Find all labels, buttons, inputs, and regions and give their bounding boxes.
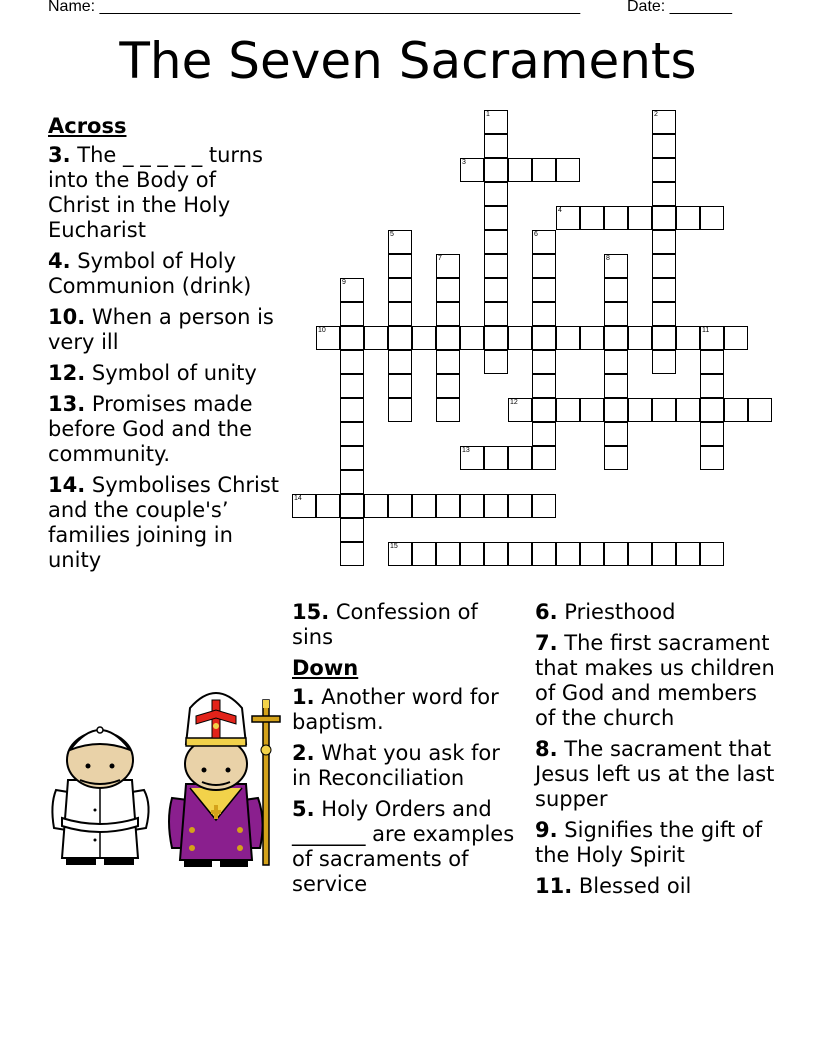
crossword-cell[interactable] [436, 542, 460, 566]
clue-text: Symbol of Holy Communion (drink) [48, 249, 252, 298]
clue-down-9 [535, 818, 775, 868]
clue-text: The _ _ _ _ _ turns into the Body of Christ in the Holy Eucharist [48, 143, 263, 242]
crossword-cell[interactable] [700, 326, 724, 350]
crossword-cell[interactable] [460, 494, 484, 518]
crossword-cell[interactable] [388, 302, 412, 326]
crossword-cell[interactable] [484, 542, 508, 566]
bishop-figure [169, 693, 280, 867]
clue-across-10 [48, 305, 280, 355]
crossword-cell[interactable] [484, 278, 508, 302]
crossword-cell[interactable] [604, 398, 628, 422]
crossword-cell[interactable] [652, 398, 676, 422]
crossword-cell[interactable] [436, 374, 460, 398]
crossword-cell[interactable] [484, 182, 508, 206]
crossword-cell[interactable] [532, 230, 556, 254]
crossword-cell[interactable] [604, 302, 628, 326]
crossword-cell[interactable] [340, 446, 364, 470]
crossword-cell[interactable] [724, 398, 748, 422]
crossword-cell[interactable] [676, 398, 700, 422]
crossword-cell[interactable] [532, 326, 556, 350]
cell-number: 1 [486, 111, 490, 118]
crossword-cell[interactable] [532, 398, 556, 422]
cell-number: 13 [462, 447, 470, 454]
clue-across-15 [292, 600, 524, 650]
cell-number: 10 [318, 327, 326, 334]
crossword-cell[interactable] [724, 326, 748, 350]
cell-number: 8 [606, 255, 610, 262]
crossword-cell[interactable] [484, 230, 508, 254]
cell-number: 12 [510, 399, 518, 406]
crossword-cell[interactable] [388, 398, 412, 422]
crossword-cell[interactable] [340, 398, 364, 422]
clue-number: 6. [535, 600, 558, 624]
clue-text: Holy Orders and _______ are examples of sacraments of service [292, 797, 515, 896]
crossword-cell[interactable] [412, 494, 436, 518]
crossword-cell[interactable] [388, 278, 412, 302]
crossword-cell[interactable] [628, 326, 652, 350]
crossword-cell[interactable] [700, 446, 724, 470]
cell-number: 7 [438, 255, 442, 262]
crossword-cell[interactable] [484, 350, 508, 374]
clue-number: 15. [292, 600, 330, 624]
crossword-cell[interactable] [580, 326, 604, 350]
across-clues [48, 114, 280, 579]
crossword-cell[interactable] [652, 278, 676, 302]
crossword-cell[interactable] [340, 494, 364, 518]
crossword-cell[interactable] [484, 446, 508, 470]
clue-text: Symbol of unity [91, 361, 257, 385]
middle-clues [292, 600, 524, 903]
crossword-cell[interactable] [748, 398, 772, 422]
clue-text: Another word for baptism. [292, 685, 499, 734]
crossword-cell[interactable] [652, 182, 676, 206]
crossword-cell[interactable] [484, 254, 508, 278]
clue-number: 13. [48, 392, 86, 416]
crossword-cell[interactable] [508, 326, 532, 350]
crossword-cell[interactable] [460, 446, 484, 470]
crossword-cell[interactable] [556, 158, 580, 182]
cell-number: 9 [342, 279, 346, 286]
clue-down-5 [292, 797, 524, 897]
clue-down-8 [535, 737, 775, 812]
crossword-cell[interactable] [604, 326, 628, 350]
clue-number: 10. [48, 305, 86, 329]
crossword-cell[interactable] [484, 302, 508, 326]
crossword-cell[interactable] [556, 206, 580, 230]
crossword-cell[interactable] [556, 326, 580, 350]
crossword-cell[interactable] [652, 254, 676, 278]
crossword-cell[interactable] [532, 158, 556, 182]
crossword-cell[interactable] [532, 422, 556, 446]
clue-number: 2. [292, 741, 315, 765]
clue-down-6 [535, 600, 775, 625]
crossword-cell[interactable] [700, 350, 724, 374]
crossword-cell[interactable] [484, 206, 508, 230]
crossword-cell[interactable] [508, 446, 532, 470]
crossword-cell[interactable] [340, 422, 364, 446]
crossword-cell[interactable] [700, 374, 724, 398]
crossword-cell[interactable] [436, 350, 460, 374]
cell-number: 3 [462, 159, 466, 166]
crossword-cell[interactable] [604, 374, 628, 398]
crossword-cell[interactable] [652, 350, 676, 374]
crossword-cell[interactable] [580, 206, 604, 230]
crossword-cell[interactable] [484, 326, 508, 350]
clue-text: Blessed oil [578, 874, 692, 898]
crossword-cell[interactable] [340, 470, 364, 494]
crossword-cell[interactable] [676, 542, 700, 566]
crossword-cell[interactable] [652, 302, 676, 326]
clue-down-11 [535, 874, 775, 899]
crossword-cell[interactable] [532, 374, 556, 398]
crossword-cell[interactable] [628, 542, 652, 566]
clue-across-13 [48, 392, 280, 467]
clue-number: 1. [292, 685, 315, 709]
crossword-cell[interactable] [700, 542, 724, 566]
clue-number: 3. [48, 143, 71, 167]
crossword-cell[interactable] [460, 542, 484, 566]
crossword-cell[interactable] [604, 206, 628, 230]
crossword-cell[interactable] [652, 134, 676, 158]
clue-across-14 [48, 473, 280, 573]
crossword-cell[interactable] [340, 374, 364, 398]
crossword-cell[interactable] [436, 278, 460, 302]
crossword-cell[interactable] [652, 542, 676, 566]
crossword-cell[interactable] [556, 542, 580, 566]
crossword-cell[interactable] [604, 422, 628, 446]
page-title: The Seven Sacraments [119, 32, 697, 90]
crossword-cell[interactable] [388, 230, 412, 254]
crossword-cell[interactable] [580, 398, 604, 422]
crossword-cell[interactable] [388, 494, 412, 518]
cell-number: 4 [558, 207, 562, 214]
crossword-cell[interactable] [532, 494, 556, 518]
name-field-label: Name: ______________________________________________________ [48, 0, 581, 15]
crossword-cell[interactable] [340, 278, 364, 302]
clue-across-3 [48, 143, 280, 243]
crossword-cell[interactable] [580, 542, 604, 566]
crossword-cell[interactable] [676, 326, 700, 350]
cell-number: 14 [294, 495, 302, 502]
clue-across-4 [48, 249, 280, 299]
crossword-cell[interactable] [316, 326, 340, 350]
crossword-cell[interactable] [652, 230, 676, 254]
cell-number: 15 [390, 543, 398, 550]
crossword-cell[interactable] [388, 542, 412, 566]
crossword-cell[interactable] [340, 518, 364, 542]
crossword-cell[interactable] [484, 110, 508, 134]
cell-number: 6 [534, 231, 538, 238]
crossword-cell[interactable] [508, 158, 532, 182]
cell-number: 5 [390, 231, 394, 238]
crossword-cell[interactable] [364, 326, 388, 350]
crossword-cell[interactable] [628, 398, 652, 422]
crossword-cell[interactable] [700, 206, 724, 230]
crossword-cell[interactable] [508, 398, 532, 422]
crossword-cell[interactable] [340, 326, 364, 350]
clue-text: What you ask for in Reconciliation [292, 741, 500, 790]
clue-down-1 [292, 685, 524, 735]
pope-and-bishop-illustration [40, 680, 285, 870]
crossword-cell[interactable] [436, 302, 460, 326]
crossword-cell[interactable] [652, 158, 676, 182]
crossword-cell[interactable] [532, 446, 556, 470]
crossword-cell[interactable] [556, 398, 580, 422]
crossword-cell[interactable] [460, 158, 484, 182]
crossword-cell[interactable] [532, 350, 556, 374]
clue-text: Signifies the gift of the Holy Spirit [535, 818, 763, 867]
crossword-cell[interactable] [508, 494, 532, 518]
clue-number: 12. [48, 361, 86, 385]
clue-number: 4. [48, 249, 71, 273]
clue-down-7 [535, 631, 775, 731]
clue-text: Priesthood [564, 600, 676, 624]
clue-down-2 [292, 741, 524, 791]
crossword-cell[interactable] [484, 158, 508, 182]
crossword-cell[interactable] [412, 326, 436, 350]
crossword-cell[interactable] [364, 494, 388, 518]
crossword-cell[interactable] [532, 278, 556, 302]
clue-text: Confession of sins [292, 600, 478, 649]
crossword-cell[interactable] [700, 398, 724, 422]
crossword-cell[interactable] [340, 302, 364, 326]
crossword-cell[interactable] [436, 494, 460, 518]
crossword-cell[interactable] [460, 326, 484, 350]
crossword-cell[interactable] [388, 350, 412, 374]
crossword-cell[interactable] [700, 422, 724, 446]
clue-number: 7. [535, 631, 558, 655]
across-heading: Across [48, 114, 127, 138]
crossword-cell[interactable] [340, 542, 364, 566]
crossword-cell[interactable] [508, 542, 532, 566]
clue-number: 14. [48, 473, 86, 497]
clue-number: 8. [535, 737, 558, 761]
clue-text: When a person is very ill [48, 305, 274, 354]
crossword-cell[interactable] [604, 254, 628, 278]
crossword-cell[interactable] [604, 446, 628, 470]
crossword-cell[interactable] [652, 110, 676, 134]
crossword-cell[interactable] [436, 254, 460, 278]
crossword-cell[interactable] [436, 398, 460, 422]
pope-figure [52, 727, 148, 865]
crossword-cell[interactable] [604, 278, 628, 302]
crossword-cell[interactable] [532, 254, 556, 278]
crossword-cell[interactable] [652, 206, 676, 230]
clue-text: The first sacrament that makes us children of God and members of the church [535, 631, 775, 730]
clue-number: 9. [535, 818, 558, 842]
crossword-cell[interactable] [436, 326, 460, 350]
right-clues [535, 600, 775, 905]
cell-number: 11 [702, 327, 710, 334]
crossword-cell[interactable] [388, 374, 412, 398]
clue-text: The sacrament that Jesus left us at the last supper [535, 737, 775, 811]
crossword-cell[interactable] [604, 542, 628, 566]
crossword-cell[interactable] [532, 302, 556, 326]
down-heading: Down [292, 656, 359, 680]
clue-text: Symbolises Christ and the couple's’ families joining in unity [48, 473, 280, 572]
clue-number: 5. [292, 797, 315, 821]
crossword-cell[interactable] [340, 350, 364, 374]
clue-text: Promises made before God and the community. [48, 392, 253, 466]
crossword-cell[interactable] [604, 350, 628, 374]
cell-number: 2 [654, 111, 658, 118]
crossword-cell[interactable] [628, 206, 652, 230]
crossword-cell[interactable] [676, 206, 700, 230]
date-field-label: Date: _______ [627, 0, 732, 15]
crossword-cell[interactable] [484, 494, 508, 518]
crossword-cell[interactable] [316, 494, 340, 518]
crossword-cell[interactable] [484, 134, 508, 158]
clue-number: 11. [535, 874, 573, 898]
crossword-cell[interactable] [388, 254, 412, 278]
crossword-cell[interactable] [412, 542, 436, 566]
clue-across-12 [48, 361, 280, 386]
crossword-cell[interactable] [292, 494, 316, 518]
crossword-cell[interactable] [388, 326, 412, 350]
crossword-cell[interactable] [532, 542, 556, 566]
crossword-cell[interactable] [652, 326, 676, 350]
